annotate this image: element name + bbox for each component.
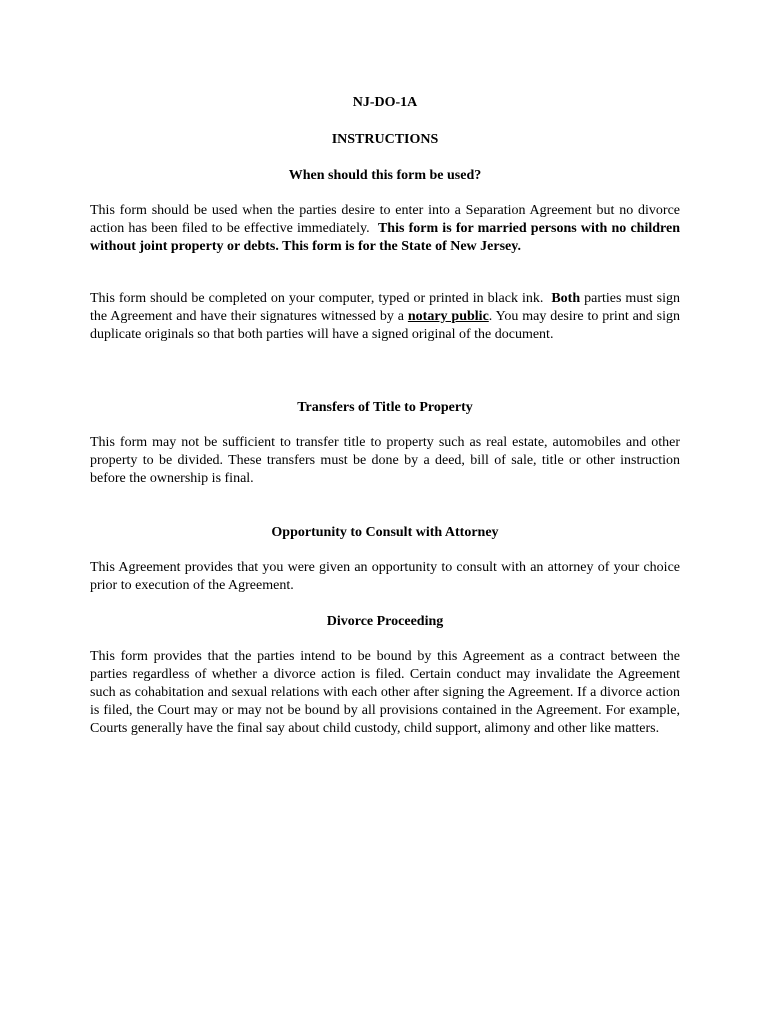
usage-paragraph-2	[90, 290, 680, 344]
attorney-heading: Opportunity to Consult with Attorney	[271, 525, 499, 540]
attorney-paragraph: This Agreement provides that you were given an opportunity to consult with an attorney of your choice prior to execution of the Agreement.	[90, 560, 680, 593]
transfers-paragraph: This form may not be sufficient to transfer title to property such as real estate, automobiles and other property to be divided. These transfers must be done by a deed, bill of sale, title or other instruction before the ownership is final.	[90, 435, 680, 486]
usage-paragraph-1-text: This form should be used when the parties desire to enter into a Separation Agreement but no divorce action has been filed to be effective immediately.	[90, 203, 680, 236]
usage-paragraph-2-text-b: parties must sign the Agreement and have their signatures witnessed by a	[90, 291, 680, 324]
form-code: NJ-DO-1A	[352, 95, 418, 110]
usage-heading: When should this form be used?	[288, 168, 482, 183]
usage-paragraph-2-text-a: This form should be completed on your computer, typed or printed in black ink.	[90, 291, 544, 306]
notary-public-link: notary public	[407, 309, 489, 324]
divorce-heading: Divorce Proceeding	[326, 614, 444, 629]
usage-paragraph-1	[90, 202, 680, 256]
divorce-paragraph: This form provides that the parties intend to be bound by this Agreement as a contract between the parties regardless of whether a divorce action is filed. Certain conduct may invalidate the Agreement such as cohabitation and sexual relations with each other after signing the Agreement. If a divorce action is filed, the Court may or may not be bound by all provisions contained in the Agreement. For example, Courts generally have the final say about child custody, child support, alimony and other like matters.	[90, 649, 680, 736]
usage-paragraph-2-text-c: . You may desire to print and sign duplicate originals so that both parties will have a signed original of the document.	[90, 309, 681, 342]
transfers-heading: Transfers of Title to Property	[297, 400, 473, 415]
usage-paragraph-2-bold: Both	[551, 291, 581, 306]
instructions-title: INSTRUCTIONS	[331, 132, 439, 147]
usage-paragraph-1-bold: This form is for married persons with no children without joint property or debts. This form is for the State of New Jersey.	[90, 221, 680, 254]
